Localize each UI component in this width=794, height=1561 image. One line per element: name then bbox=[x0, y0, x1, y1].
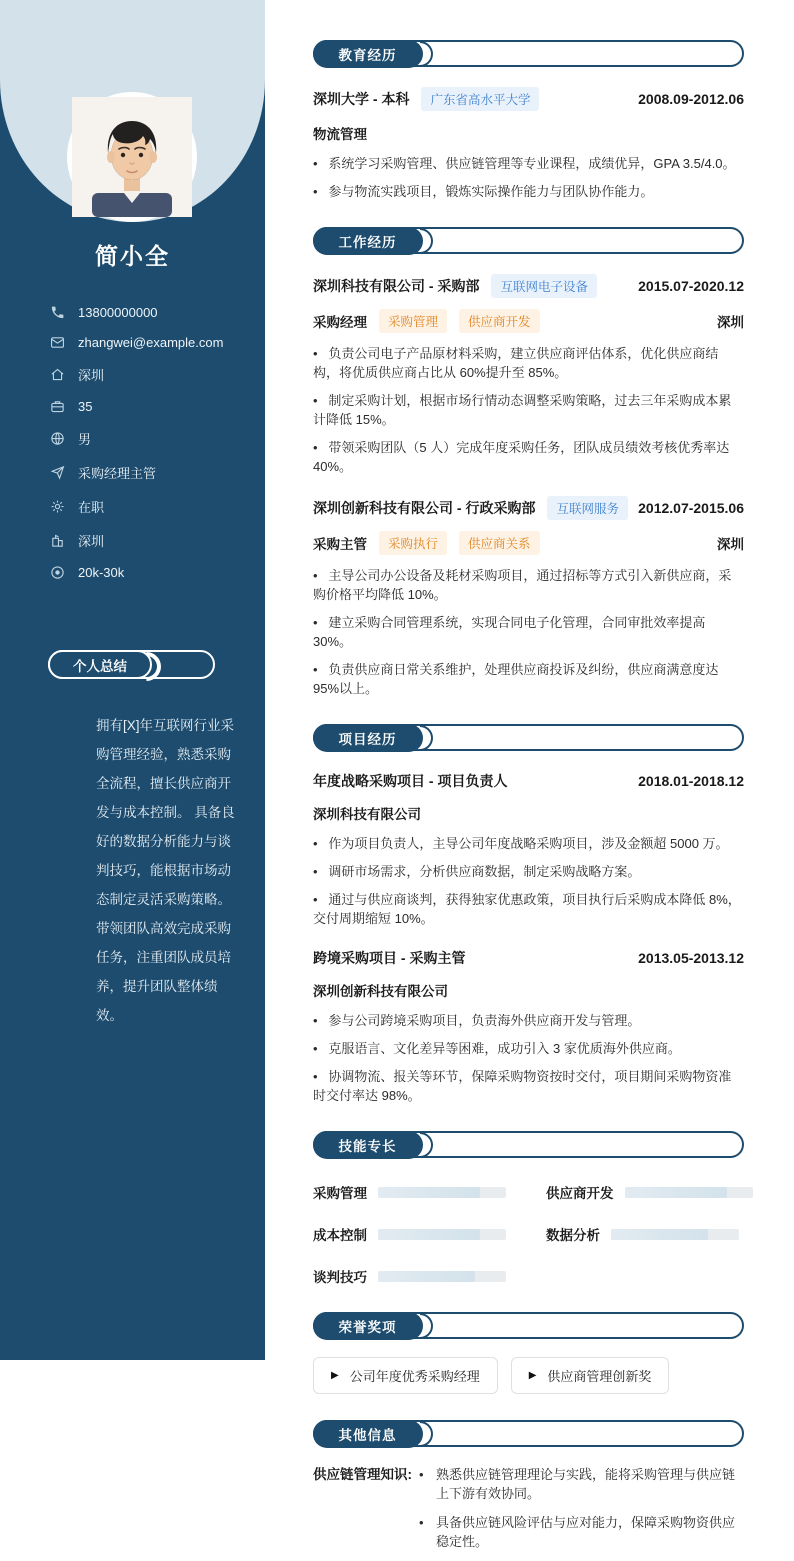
work-role-row bbox=[313, 309, 744, 333]
skill-item bbox=[313, 1182, 506, 1202]
sidebar-hero bbox=[0, 0, 265, 240]
project-name: 年度战略采购项目 - 项目负责人 bbox=[313, 773, 508, 789]
contact-status bbox=[50, 497, 241, 516]
briefcase-icon bbox=[50, 399, 65, 414]
contact-phone-value: 13800000000 bbox=[78, 305, 158, 320]
contact-location bbox=[50, 365, 241, 384]
education-title-row bbox=[313, 87, 744, 111]
envelope-icon bbox=[50, 335, 65, 350]
contact-age-value: 35 bbox=[78, 399, 93, 414]
contact-city bbox=[50, 531, 241, 550]
building-icon bbox=[50, 533, 65, 548]
contact-gender bbox=[50, 429, 241, 448]
bullet: • 作为项目负责人，主导公司年度战略采购项目，涉及金额超 5000 万。 bbox=[313, 834, 744, 853]
contact-location-value: 深圳 bbox=[78, 368, 105, 383]
company-tag: 互联网电子设备 bbox=[491, 274, 597, 298]
education-title: 教育经历 bbox=[313, 40, 423, 68]
education-date: 2008.09-2012.06 bbox=[638, 91, 744, 107]
work-title-row bbox=[313, 496, 744, 520]
bullet: • 建立采购合同管理系统，实现合同电子化管理，合同审批效率提高 30%。 bbox=[313, 613, 744, 651]
honor-chip bbox=[511, 1357, 670, 1394]
other-header bbox=[313, 1420, 744, 1447]
resume-main bbox=[265, 0, 794, 1549]
skill-item bbox=[313, 1224, 506, 1244]
section-skills bbox=[313, 1131, 744, 1286]
bullet: • 熟悉供应链管理理论与实践，能将采购管理与供应链上下游有效协同。 bbox=[417, 1465, 744, 1503]
bullet: • 主导公司办公设备及耗材采购项目，通过招标等方式引入新供应商，采购价格平均降低 10%。 bbox=[313, 566, 744, 604]
skill-bar bbox=[625, 1187, 753, 1198]
contact-email-value: zhangwei@example.com bbox=[78, 335, 224, 350]
projects-title: 项目经历 bbox=[313, 724, 423, 752]
project-date: 2018.01-2018.12 bbox=[638, 773, 744, 789]
role-tag: 采购执行 bbox=[379, 531, 447, 555]
section-honors bbox=[313, 1312, 744, 1394]
skill-bar-fill bbox=[378, 1187, 480, 1198]
work-title: 工作经历 bbox=[313, 227, 423, 255]
bullet: • 调研市场需求，分析供应商数据，制定采购战略方案。 bbox=[313, 862, 744, 881]
skill-bar-fill bbox=[378, 1271, 475, 1282]
honor-label: 公司年度优秀采购经理 bbox=[349, 1369, 480, 1384]
sidebar bbox=[0, 0, 265, 1360]
education-header bbox=[313, 40, 744, 67]
bullet: • 具备供应链风险评估与应对能力，保障采购物资供应稳定性。 bbox=[417, 1513, 744, 1551]
project-bullets bbox=[313, 1011, 744, 1105]
honors-header bbox=[313, 1312, 744, 1339]
section-other bbox=[313, 1420, 744, 1561]
bullet: • 通过与供应商谈判，获得独家优惠政策，项目执行后采购成本降低 8%，交付周期缩短 10%。 bbox=[313, 890, 744, 928]
education-item bbox=[313, 87, 744, 201]
project-company: 深圳科技有限公司 bbox=[313, 807, 421, 822]
company-tag: 互联网服务 bbox=[547, 496, 628, 520]
other-bullets bbox=[417, 1465, 744, 1561]
role-tag: 采购管理 bbox=[379, 309, 447, 333]
play-icon: ▶ bbox=[528, 1370, 537, 1381]
bullet: • 负责供应商日常关系维护，处理供应商投诉及纠纷，供应商满意度达 95%以上。 bbox=[313, 660, 744, 698]
skill-bar-fill bbox=[378, 1229, 480, 1240]
work-role-row bbox=[313, 531, 744, 555]
honor-chips bbox=[313, 1357, 744, 1394]
skill-item bbox=[313, 1266, 506, 1286]
skill-label: 采购管理 bbox=[313, 1186, 367, 1201]
section-projects bbox=[313, 724, 744, 1105]
other-row bbox=[313, 1465, 744, 1561]
school-tag: 广东省高水平大学 bbox=[421, 87, 539, 111]
contact-status-value: 在职 bbox=[78, 500, 105, 515]
bullet: • 克服语言、文化差异等困难，成功引入 3 家优质海外供应商。 bbox=[313, 1039, 744, 1058]
other-title: 其他信息 bbox=[313, 1420, 423, 1448]
project-item bbox=[313, 771, 744, 928]
work-item bbox=[313, 496, 744, 698]
contact-salary-value: 20k-30k bbox=[78, 565, 125, 580]
gear-icon bbox=[50, 499, 65, 514]
target-icon bbox=[50, 565, 65, 580]
work-title-row bbox=[313, 274, 744, 298]
skills-header bbox=[313, 1131, 744, 1158]
skill-bar-fill bbox=[625, 1187, 727, 1198]
portrait-illustration bbox=[72, 97, 192, 217]
skill-bar bbox=[378, 1271, 506, 1282]
company-name: 深圳科技有限公司 - 采购部 bbox=[313, 278, 480, 294]
section-education bbox=[313, 40, 744, 201]
honors-title: 荣誉奖项 bbox=[313, 1312, 423, 1340]
phone-icon bbox=[50, 305, 65, 320]
bullet: • 制定采购计划，根据市场行情动态调整采购策略，过去三年采购成本累计降低 15%。 bbox=[313, 391, 744, 429]
globe-icon bbox=[50, 431, 65, 446]
work-location: 深圳 bbox=[717, 315, 744, 330]
skill-item bbox=[546, 1224, 753, 1244]
skill-bar bbox=[611, 1229, 739, 1240]
work-location: 深圳 bbox=[717, 537, 744, 552]
contact-salary bbox=[50, 565, 241, 580]
skill-item bbox=[546, 1182, 753, 1202]
skill-label: 成本控制 bbox=[313, 1228, 367, 1243]
honor-chip bbox=[313, 1357, 498, 1394]
bullet: • 负责公司电子产品原材料采购，建立供应商评估体系，优化供应商结构，将优质供应商占比从 60%提升至 85%。 bbox=[313, 344, 744, 382]
summary-header bbox=[48, 650, 215, 679]
education-bullets bbox=[313, 154, 744, 201]
summary-title: 个人总结 bbox=[48, 650, 152, 679]
work-item bbox=[313, 274, 744, 476]
school-name: 深圳大学 - 本科 bbox=[313, 91, 410, 107]
bullet: • 系统学习采购管理、供应链管理等专业课程，成绩优异，GPA 3.5/4.0。 bbox=[313, 154, 744, 173]
project-title-row bbox=[313, 948, 744, 968]
candidate-name: 简小全 bbox=[95, 243, 170, 269]
play-icon: ▶ bbox=[331, 1370, 339, 1381]
home-icon bbox=[50, 367, 65, 382]
other-label: 供应链管理知识: bbox=[313, 1467, 412, 1482]
work-bullets bbox=[313, 566, 744, 698]
project-title-row bbox=[313, 771, 744, 791]
skill-label: 谈判技巧 bbox=[313, 1270, 367, 1285]
contact-email bbox=[50, 335, 241, 350]
company-name: 深圳创新科技有限公司 - 行政采购部 bbox=[313, 500, 536, 516]
projects-header bbox=[313, 724, 744, 751]
skill-label: 数据分析 bbox=[546, 1228, 600, 1243]
project-bullets bbox=[313, 834, 744, 928]
project-item bbox=[313, 948, 744, 1105]
summary-section bbox=[0, 650, 265, 1030]
bullet: • 参与物流实践项目，锻炼实际操作能力与团队协作能力。 bbox=[313, 182, 744, 201]
contact-job-title bbox=[50, 463, 241, 482]
project-name: 跨境采购项目 - 采购主管 bbox=[313, 950, 466, 966]
section-work bbox=[313, 227, 744, 698]
skill-label: 供应商开发 bbox=[546, 1186, 614, 1201]
skill-bar-fill bbox=[611, 1229, 708, 1240]
paper-plane-icon bbox=[50, 465, 65, 480]
contact-phone bbox=[50, 305, 241, 320]
bullet: • 带领采购团队（5 人）完成年度采购任务，团队成员绩效考核优秀率达 40%。 bbox=[313, 438, 744, 476]
role-name: 采购主管 bbox=[313, 537, 367, 552]
contact-age bbox=[50, 399, 241, 414]
contact-job-title-value: 采购经理主管 bbox=[78, 466, 157, 481]
skills-title: 技能专长 bbox=[313, 1131, 423, 1159]
skill-bar bbox=[378, 1187, 506, 1198]
major: 物流管理 bbox=[313, 127, 367, 142]
work-bullets bbox=[313, 344, 744, 476]
skill-bar bbox=[378, 1229, 506, 1240]
avatar bbox=[67, 92, 197, 222]
contact-list bbox=[0, 305, 265, 580]
bullet: • 参与公司跨境采购项目，负责海外供应商开发与管理。 bbox=[313, 1011, 744, 1030]
project-company: 深圳创新科技有限公司 bbox=[313, 984, 448, 999]
contact-gender-value: 男 bbox=[78, 432, 92, 447]
honor-label: 供应商管理创新奖 bbox=[547, 1369, 652, 1384]
work-date: 2012.07-2015.06 bbox=[638, 500, 744, 516]
role-tag: 供应商开发 bbox=[459, 309, 540, 333]
role-name: 采购经理 bbox=[313, 315, 367, 330]
contact-city-value: 深圳 bbox=[78, 534, 105, 549]
work-header bbox=[313, 227, 744, 254]
project-date: 2013.05-2013.12 bbox=[638, 950, 744, 966]
summary-text: 拥有[X]年互联网行业采购管理经验，熟悉采购全流程，擅长供应商开发与成本控制。 具备良好的数据分析能力与谈判技巧，能根据市场动态制定灵活采购策略。 带领团队高效完成采购任务，注重团队成员培养，提升团队整体绩效。 bbox=[96, 718, 235, 1023]
bullet: • 协调物流、报关等环节，保障采购物资按时交付，项目期间采购物资准时交付率达 98%。 bbox=[313, 1067, 744, 1105]
skill-grid bbox=[313, 1182, 744, 1286]
work-date: 2015.07-2020.12 bbox=[638, 278, 744, 294]
role-tag: 供应商关系 bbox=[459, 531, 540, 555]
